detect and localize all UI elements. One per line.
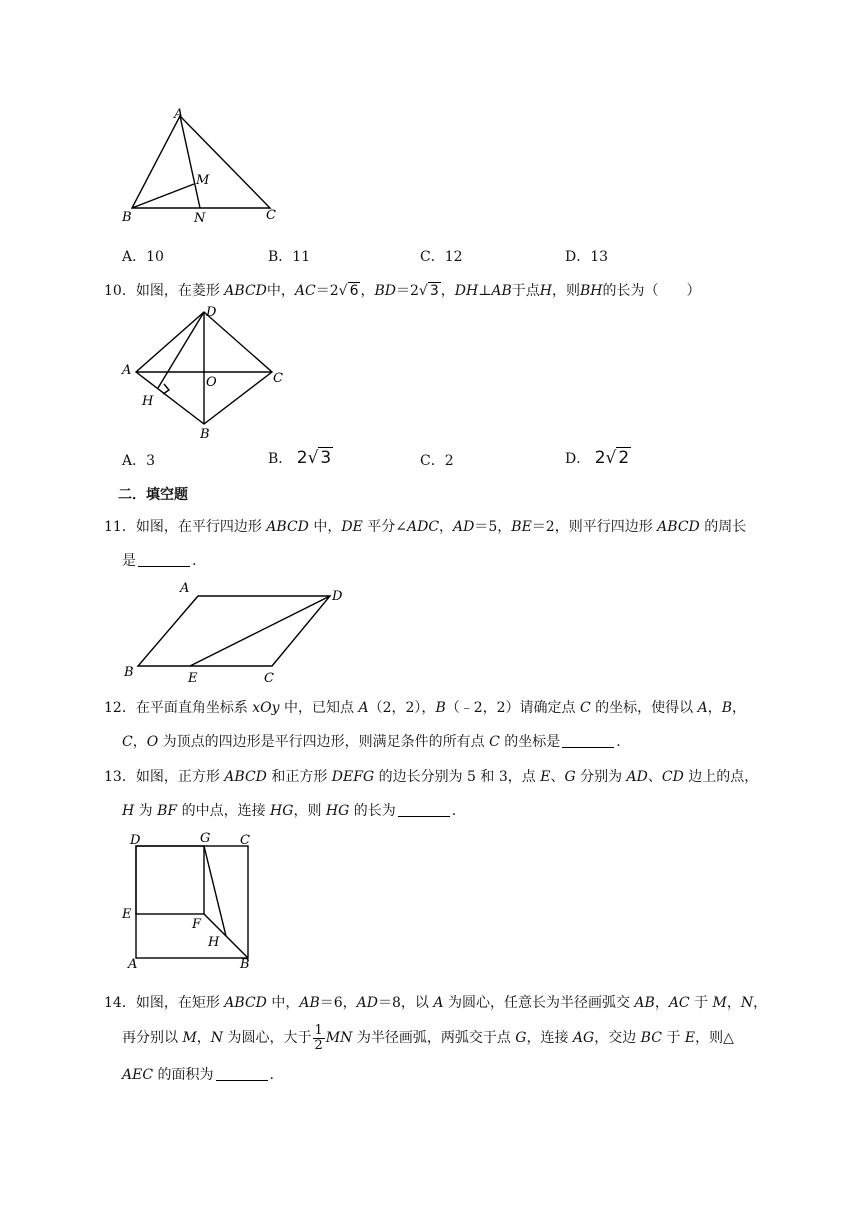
q9-label-b: B: [122, 210, 132, 225]
q10-label-h: H: [142, 394, 154, 409]
math-symbol: A: [697, 700, 708, 716]
math-symbol: ABCD: [224, 769, 267, 785]
text-run: 如图，在矩形: [135, 995, 225, 1011]
math-symbol: HG: [270, 803, 294, 819]
math-symbol: N: [740, 995, 754, 1011]
math-symbol: AD: [356, 995, 379, 1011]
q11-label-a: A: [180, 581, 190, 596]
text-run: 边上的点，: [683, 769, 759, 785]
text-run: 中，: [308, 519, 342, 535]
math-symbol: MN: [325, 1030, 353, 1047]
math-symbol: AG: [572, 1030, 595, 1047]
sqrt-symbol: √ 6: [338, 283, 359, 299]
q10-label-c: C: [273, 371, 283, 386]
math-symbol: AEC: [122, 1067, 154, 1083]
text-run: 如图，在平行四边形: [135, 519, 267, 535]
q10-option-a: A．3: [122, 453, 156, 469]
math-symbol: ADC: [406, 519, 440, 535]
q12-line-1: 12．在平面直角坐标系 xOy 中，已知点 A（2，2），B（﹣2，2）请确定点 C 的坐标，使得以 A，B，: [104, 700, 747, 716]
q9-label-c: C: [266, 208, 276, 223]
q10-stem: 10．如图，在菱形 ABCD中，AC＝2√ 6 ，BD＝2√ 3 ，DH⊥AB于点H，则BH的长为（ ）: [104, 283, 701, 299]
q13-label-b: B: [240, 957, 250, 972]
q9-label-n: N: [194, 211, 206, 226]
math-symbol: B: [435, 700, 446, 716]
text-run: ＝6，: [319, 995, 357, 1011]
text-run: ，: [132, 734, 147, 750]
text-run: 、: [550, 769, 565, 785]
q13-label-e: E: [122, 907, 132, 922]
q9-segment-bm: [132, 184, 194, 208]
text-run: ，则△: [695, 1030, 734, 1047]
text-run: 的坐标，使得以: [590, 700, 698, 716]
q13-label-f: F: [192, 917, 202, 932]
text-run: 分别为: [575, 769, 627, 785]
q10-rhombus-figure: [118, 302, 298, 442]
text-run: 的长为: [349, 803, 396, 819]
q11-label-c: C: [264, 671, 274, 686]
q10-option-d: D． 2√ 2: [565, 448, 630, 468]
text-run: 的周长: [699, 519, 747, 535]
text-run: （2，2），: [368, 700, 436, 716]
fraction-one-half: $\frac{1}{2}$: [314, 1023, 323, 1053]
math-symbol: A: [433, 995, 444, 1011]
q11-label-e: E: [188, 671, 198, 686]
q13-line-2: H 为 BF 的中点，连接 HG，则 HG 的长为 .: [122, 803, 457, 819]
math-symbol: O: [146, 734, 159, 750]
text-run: 中，: [266, 995, 300, 1011]
math-symbol: xOy: [252, 700, 280, 716]
q10-label-b: B: [200, 427, 210, 442]
text-run: （﹣2，2）请确定点: [445, 700, 580, 716]
sqrt-symbol: √ 3: [418, 283, 439, 299]
text-run: ，: [707, 700, 722, 716]
q11-segment-de: [190, 596, 330, 666]
q9-option-c: C．12: [420, 249, 463, 265]
math-symbol: BF: [157, 803, 178, 819]
q9-option-a: A．10: [122, 249, 164, 265]
q14-line-2: [122, 1024, 734, 1052]
q10-segment-dh: [158, 312, 204, 388]
text-run: ，交边: [594, 1030, 641, 1047]
text-run: ＝8，以: [378, 995, 434, 1011]
text-run: 于: [689, 995, 713, 1011]
q10-option-b: B． 2√ 3: [268, 448, 332, 468]
text-run: 、: [647, 769, 662, 785]
text-run: ＝2，则平行四边形: [531, 519, 658, 535]
q9-label-a: A: [174, 107, 184, 122]
text-run: 的中点，连接: [177, 803, 271, 819]
text-run: ，: [654, 995, 669, 1011]
q9-segment-an: [180, 116, 200, 208]
answer-blank[interactable]: [398, 802, 450, 817]
q9-option-b: B．11: [268, 249, 311, 265]
q11-label-b: B: [124, 665, 134, 680]
section-title: 二．填空题: [118, 487, 188, 503]
q9-option-d: D．13: [565, 249, 609, 265]
math-symbol: E: [684, 1030, 696, 1047]
text-run: 为半径画弧，两弧交于点: [352, 1030, 516, 1047]
q13-label-c: C: [240, 833, 250, 848]
q11-parallelogram-figure: [118, 578, 358, 688]
q11-line-1: 11．如图，在平行四边形 ABCD 中，DE 平分∠ADC，AD＝5，BE＝2，则平行四边形 ABCD 的周长: [104, 519, 747, 535]
math-symbol: G: [515, 1030, 527, 1047]
math-symbol: M: [712, 995, 727, 1011]
q14-line-3: AEC 的面积为 .: [122, 1067, 274, 1083]
math-symbol: E: [540, 769, 551, 785]
answer-blank[interactable]: [216, 1066, 268, 1081]
math-symbol: A: [358, 700, 369, 716]
math-symbol: AB: [634, 995, 655, 1011]
math-symbol: BE: [511, 519, 532, 535]
math-symbol: CD: [661, 769, 684, 785]
q13-squares-figure: [118, 828, 268, 973]
q13-label-d: D: [130, 833, 141, 848]
text-run: ，: [753, 995, 768, 1011]
text-run: ＝5，: [474, 519, 512, 535]
text-run: 再分别以: [122, 1030, 183, 1047]
q13-line-1: 13．如图，正方形 ABCD 和正方形 DEFG 的边长分别为 5 和 3，点 E、G 分别为 AD、CD 边上的点，: [104, 769, 759, 785]
q14-line-1: 14．如图，在矩形 ABCD 中，AB＝6，AD＝8，以 A 为圆心，任意长为半径画弧交 AB，AC 于 M，N，: [104, 995, 768, 1011]
q9-triangle-figure: [110, 108, 290, 228]
text-run: 的面积为: [153, 1067, 214, 1083]
math-symbol: AD: [453, 519, 475, 535]
math-symbol: AC: [668, 995, 690, 1011]
text-run: 如图，正方形: [135, 769, 225, 785]
answer-blank[interactable]: [138, 552, 190, 567]
answer-blank[interactable]: [562, 733, 614, 748]
text-run: 在平面直角坐标系: [135, 700, 253, 716]
q9-label-m: M: [196, 173, 210, 188]
q10-label-a: A: [122, 363, 132, 378]
text-run: ，则: [293, 803, 326, 819]
text-run: 和正方形: [266, 769, 332, 785]
q12-line-2: C，O 为顶点的四边形是平行四边形，则满足条件的所有点 C 的坐标是 .: [122, 734, 621, 750]
q10-label-d: D: [206, 305, 217, 320]
math-symbol: N: [210, 1030, 224, 1047]
math-symbol: HG: [325, 803, 350, 819]
text-run: 中，已知点: [279, 700, 359, 716]
q13-label-g: G: [200, 831, 211, 846]
math-symbol: C: [580, 700, 591, 716]
text-run: 的坐标是: [499, 734, 561, 750]
text-run: ，: [726, 995, 741, 1011]
math-symbol: ABCD: [657, 519, 700, 535]
q13-square-defg: [136, 846, 204, 914]
math-symbol: G: [564, 769, 576, 785]
text-run: ，: [439, 519, 454, 535]
text-run: 为: [134, 803, 158, 819]
math-symbol: ABCD: [224, 995, 267, 1011]
math-symbol: C: [122, 734, 133, 750]
q13-segment-hg: [204, 846, 226, 936]
math-symbol: H: [122, 803, 135, 819]
q10-option-c: C．2: [420, 453, 454, 469]
q11-label-d: D: [332, 589, 343, 604]
math-symbol: BC: [640, 1030, 662, 1047]
text-run: 平分∠: [362, 519, 407, 535]
q9-triangle-abc: [132, 116, 270, 208]
text-run: 为圆心，任意长为半径画弧交: [443, 995, 635, 1011]
text-run: ，: [196, 1030, 211, 1047]
q10-label-o: O: [206, 375, 217, 390]
math-symbol: M: [182, 1030, 197, 1047]
text-run: 于: [661, 1030, 685, 1047]
text-run: 为顶点的四边形是平行四边形，则满足条件的所有点: [158, 734, 490, 750]
q13-label-h: H: [208, 935, 220, 950]
math-symbol: DEFG: [331, 769, 375, 785]
q11-parallelogram-abcd: [138, 596, 330, 666]
text-run: ，连接: [526, 1030, 573, 1047]
text-run: 的边长分别为 5 和 3，点: [374, 769, 541, 785]
math-symbol: DE: [341, 519, 363, 535]
q11-line-2: 是 .: [122, 553, 197, 569]
q13-label-a: A: [128, 957, 138, 972]
math-symbol: AD: [626, 769, 648, 785]
math-symbol: B: [721, 700, 733, 716]
text-run: ，: [732, 700, 747, 716]
math-symbol: C: [489, 734, 500, 750]
math-symbol: AB: [299, 995, 320, 1011]
math-symbol: ABCD: [266, 519, 309, 535]
text-run: 为圆心，大于: [223, 1030, 312, 1047]
